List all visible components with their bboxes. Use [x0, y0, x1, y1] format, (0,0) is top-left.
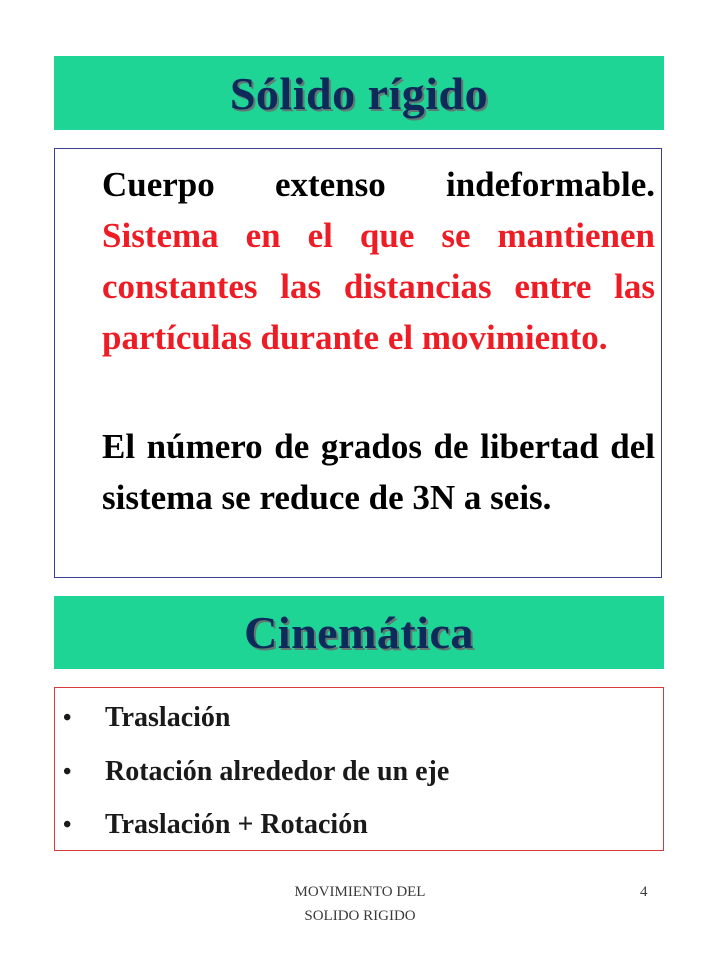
bullet-icon: •	[63, 811, 72, 838]
page-number: 4	[640, 884, 648, 900]
definition-box	[54, 148, 662, 578]
list-item-label: Traslación + Rotación	[105, 809, 368, 840]
slide-title: Sólido rígido	[229, 67, 489, 119]
bullet-icon: •	[63, 704, 72, 731]
kinematics-banner	[54, 596, 664, 669]
list-item-label: Traslación	[105, 702, 231, 733]
definition-paragraph	[102, 159, 655, 363]
footer-title	[260, 880, 460, 928]
kinematics-title: Cinemática	[244, 607, 474, 658]
definition-text: Cuerpo extenso indeformable.	[102, 165, 655, 204]
list-item-label: Rotación alrededor de un eje	[105, 756, 450, 787]
definition-highlight-text: Sistema en el que se mantienen constantes las distancias entre las partículas durante el movimiento.	[102, 216, 655, 357]
list-item	[61, 702, 230, 734]
footer-line-1: MOVIMIENTO DEL	[294, 884, 426, 900]
bullet-icon: •	[63, 758, 72, 785]
degrees-of-freedom-paragraph: El número de grados de libertad del sistema se reduce de 3N a seis.	[102, 427, 655, 517]
list-item	[61, 809, 368, 841]
list-item	[61, 756, 449, 788]
footer-line-2: SOLIDO RIGIDO	[304, 908, 416, 924]
kinematics-box	[54, 687, 664, 851]
title-banner	[54, 56, 664, 130]
